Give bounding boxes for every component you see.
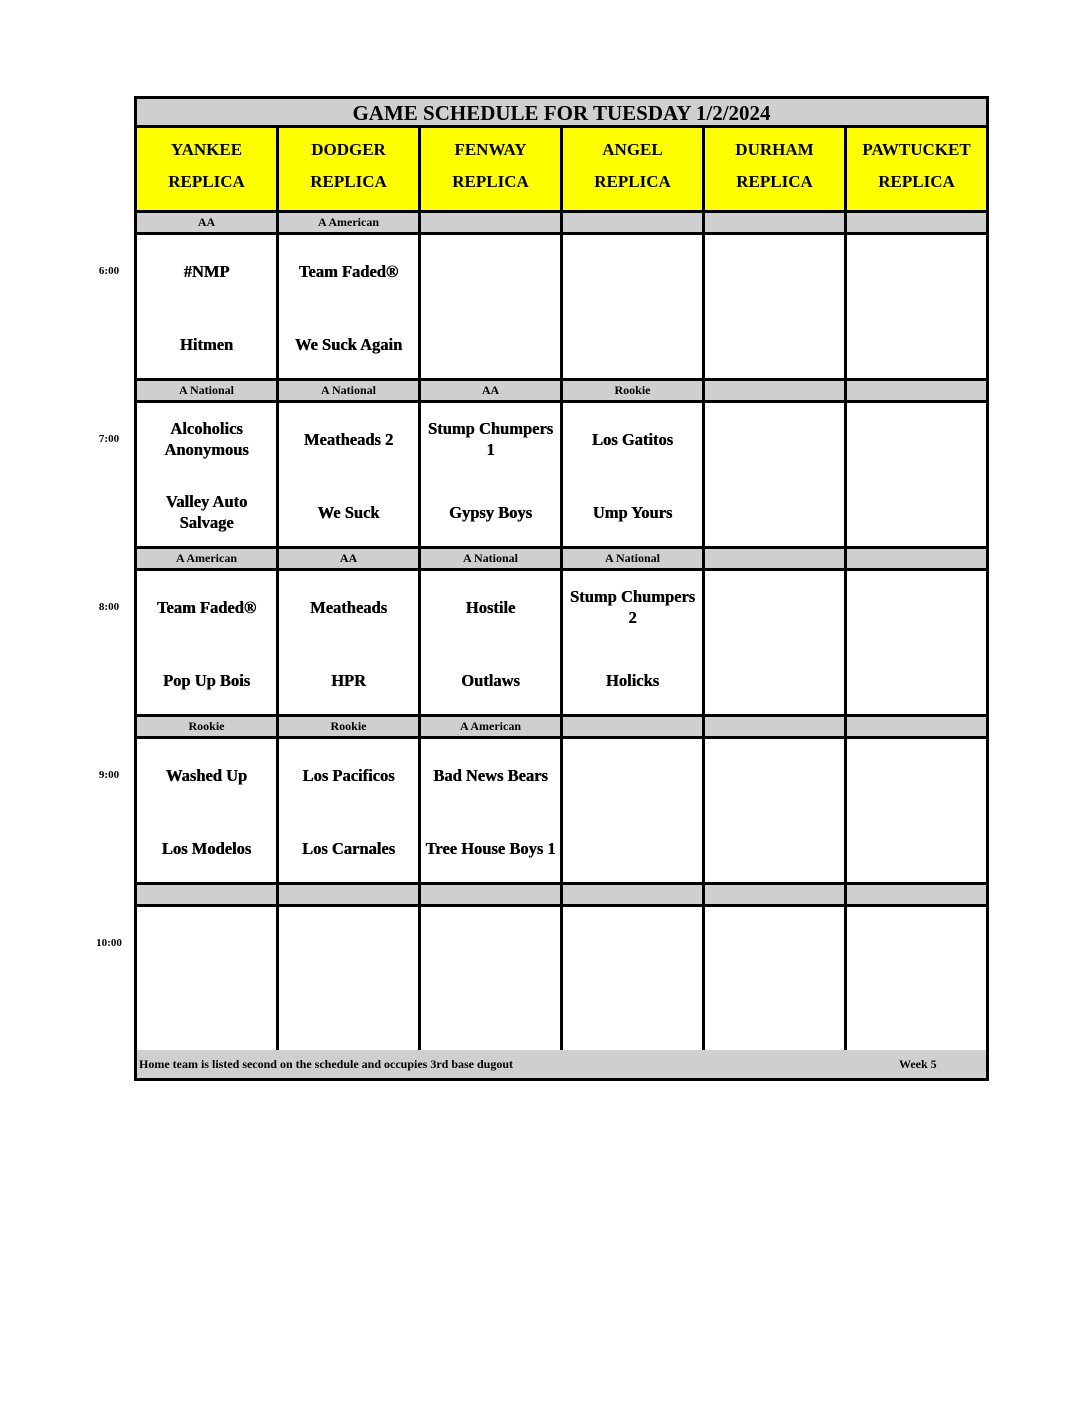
game-cell	[563, 235, 705, 381]
away-team: #NMP	[183, 261, 230, 281]
division-label: Rookie	[137, 717, 279, 739]
division-label: A American	[421, 717, 563, 739]
home-team: Valley Auto Salvage	[165, 492, 248, 532]
field-name: DURHAM	[735, 140, 814, 159]
division-label: AA	[279, 549, 421, 571]
field-name: FENWAY	[454, 140, 527, 159]
home-team	[849, 826, 984, 870]
home-team	[849, 658, 984, 702]
away-team	[849, 753, 984, 797]
division-label: A National	[421, 549, 563, 571]
division-label: A National	[137, 381, 279, 403]
away-team	[423, 921, 558, 965]
division-label	[847, 717, 986, 739]
home-team: We Suck Again	[294, 334, 403, 354]
away-team	[849, 585, 984, 629]
time-label: 6:00	[98, 265, 120, 277]
away-team: Alcoholics Anonymous	[164, 419, 249, 459]
home-team: Gypsy Boys	[449, 502, 532, 522]
away-team	[849, 417, 984, 461]
away-team	[565, 249, 700, 293]
division-label: A National	[563, 549, 705, 571]
division-label	[705, 549, 847, 571]
home-team	[423, 322, 558, 366]
division-label	[705, 885, 847, 907]
home-team: Tree House Boys 1	[425, 838, 556, 858]
home-team	[707, 490, 842, 534]
game-cell	[847, 907, 986, 1053]
field-header-fenway	[421, 128, 563, 213]
field-subtitle: REPLICA	[736, 172, 813, 191]
game-cell	[279, 403, 421, 549]
division-label: A American	[137, 549, 279, 571]
division-label: A American	[279, 213, 421, 235]
division-label	[421, 213, 563, 235]
game-cell	[137, 235, 279, 381]
home-team: We Suck	[317, 502, 380, 522]
game-cell	[421, 403, 563, 549]
away-team: Hostile	[465, 597, 516, 617]
home-team: Hitmen	[179, 334, 234, 354]
field-name: YANKEE	[170, 140, 243, 159]
game-cell	[279, 739, 421, 885]
division-label	[847, 549, 986, 571]
field-subtitle: REPLICA	[594, 172, 671, 191]
home-team: Pop Up Bois	[162, 670, 251, 690]
field-header-dodger	[279, 128, 421, 213]
home-team: Outlaws	[461, 670, 520, 690]
home-team: Holicks	[605, 670, 660, 690]
division-label	[137, 885, 279, 907]
field-subtitle: REPLICA	[310, 172, 387, 191]
game-cell	[279, 907, 421, 1053]
division-label	[279, 885, 421, 907]
game-cell	[137, 739, 279, 885]
division-label: AA	[137, 213, 279, 235]
division-label	[705, 213, 847, 235]
away-team: Bad News Bears	[433, 765, 548, 785]
away-team	[707, 585, 842, 629]
away-team: Team Faded®	[156, 597, 257, 617]
schedule-title: GAME SCHEDULE FOR TUESDAY 1/2/2024	[137, 99, 986, 128]
home-team: Los Carnales	[301, 838, 396, 858]
home-team: Los Modelos	[161, 838, 252, 858]
footer-bar	[137, 1050, 986, 1078]
game-cell	[847, 571, 986, 717]
division-label	[421, 885, 563, 907]
away-team	[707, 753, 842, 797]
time-label: 10:00	[96, 937, 122, 949]
home-team	[139, 994, 274, 1038]
away-team	[707, 921, 842, 965]
away-team	[707, 417, 842, 461]
game-cell	[705, 235, 847, 381]
away-team: Team Faded®	[298, 261, 399, 281]
game-cell	[279, 571, 421, 717]
away-team	[849, 921, 984, 965]
home-team: HPR	[331, 670, 366, 690]
game-cell	[421, 571, 563, 717]
away-team: Meatheads 2	[303, 429, 394, 449]
game-cell	[705, 403, 847, 549]
division-label: AA	[421, 381, 563, 403]
game-cell	[421, 235, 563, 381]
home-team	[849, 322, 984, 366]
away-team: Washed Up	[165, 765, 248, 785]
home-team	[707, 994, 842, 1038]
home-team	[707, 322, 842, 366]
game-cell	[563, 403, 705, 549]
division-label	[563, 717, 705, 739]
home-team	[849, 490, 984, 534]
schedule-table	[134, 96, 989, 1081]
division-label	[563, 885, 705, 907]
home-team	[281, 994, 416, 1038]
away-team	[565, 921, 700, 965]
division-label	[705, 381, 847, 403]
field-name: DODGER	[311, 140, 386, 159]
home-team	[849, 994, 984, 1038]
away-team	[707, 249, 842, 293]
away-team	[281, 921, 416, 965]
field-header-angel	[563, 128, 705, 213]
game-cell	[847, 403, 986, 549]
away-team	[423, 249, 558, 293]
time-label: 8:00	[98, 601, 120, 613]
game-cell	[563, 571, 705, 717]
away-team: Meatheads	[310, 597, 387, 617]
away-team: Stump Chumpers 1	[427, 419, 554, 459]
division-label	[847, 213, 986, 235]
week-label: Week 5	[899, 1057, 937, 1071]
division-label	[847, 381, 986, 403]
home-team	[423, 994, 558, 1038]
game-cell	[705, 739, 847, 885]
game-cell	[421, 907, 563, 1053]
field-subtitle: REPLICA	[878, 172, 955, 191]
field-subtitle: REPLICA	[452, 172, 529, 191]
away-team	[139, 921, 274, 965]
game-cell	[705, 571, 847, 717]
away-team: Los Pacificos	[302, 765, 395, 785]
game-cell	[421, 739, 563, 885]
division-label	[705, 717, 847, 739]
away-team	[849, 249, 984, 293]
game-cell	[847, 235, 986, 381]
home-team	[565, 826, 700, 870]
game-cell	[563, 739, 705, 885]
game-cell	[563, 907, 705, 1053]
division-label	[847, 885, 986, 907]
time-label: 9:00	[98, 769, 120, 781]
division-label	[563, 213, 705, 235]
game-cell	[137, 907, 279, 1053]
time-label: 7:00	[98, 433, 120, 445]
footer-note: Home team is listed second on the schedule and occupies 3rd base dugout	[139, 1057, 514, 1071]
away-team: Los Gatitos	[591, 429, 674, 449]
home-team	[565, 994, 700, 1038]
away-team	[565, 753, 700, 797]
home-team	[707, 826, 842, 870]
field-header-yankee	[137, 128, 279, 213]
division-label: A National	[279, 381, 421, 403]
game-cell	[137, 571, 279, 717]
game-cell	[137, 403, 279, 549]
away-team: Stump Chumpers 2	[569, 587, 696, 627]
game-cell	[279, 235, 421, 381]
field-header-durham	[705, 128, 847, 213]
home-team: Ump Yours	[592, 502, 673, 522]
division-label: Rookie	[279, 717, 421, 739]
game-cell	[847, 739, 986, 885]
home-team	[707, 658, 842, 702]
field-name: PAWTUCKET	[862, 140, 971, 159]
field-subtitle: REPLICA	[168, 172, 245, 191]
field-header-pawtucket	[847, 128, 986, 213]
home-team	[565, 322, 700, 366]
game-cell	[705, 907, 847, 1053]
division-label: Rookie	[563, 381, 705, 403]
field-name: ANGEL	[602, 140, 663, 159]
